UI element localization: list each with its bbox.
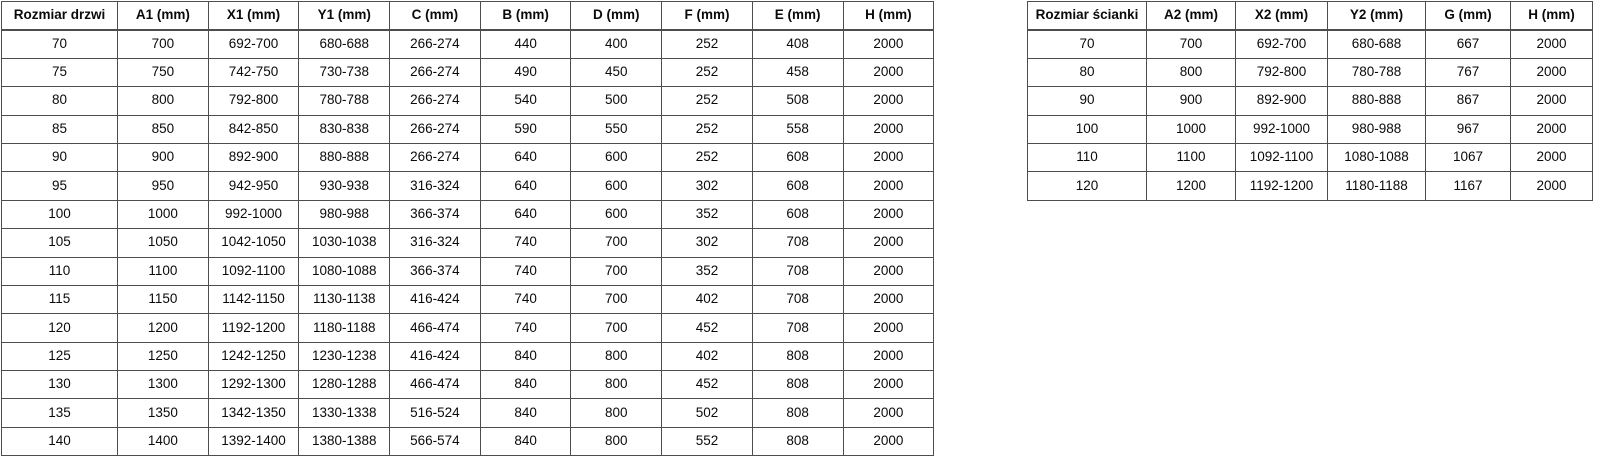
table-row	[2, 115, 934, 143]
table-cell: 792-800	[1236, 58, 1328, 86]
table-cell: 90	[1028, 87, 1147, 115]
table-cell: 1000	[1147, 115, 1236, 143]
table-cell: 1142-1150	[208, 285, 299, 313]
table-cell: 500	[571, 87, 662, 115]
table-cell: 830-838	[299, 115, 390, 143]
column-header: H (mm)	[1511, 2, 1593, 30]
table-cell: 266-274	[390, 115, 481, 143]
table-cell: 700	[571, 257, 662, 285]
table-cell: 900	[1147, 87, 1236, 115]
table-row	[2, 314, 934, 342]
table-cell: 1130-1138	[299, 285, 390, 313]
table-cell: 692-700	[1236, 30, 1328, 58]
table-cell: 140	[2, 427, 118, 455]
door-size-table	[1, 1, 934, 456]
table-cell: 2000	[843, 427, 934, 455]
table-row	[2, 427, 934, 455]
column-header: F (mm)	[662, 2, 753, 30]
column-header: H (mm)	[843, 2, 934, 30]
table-row	[2, 87, 934, 115]
table-cell: 742-750	[208, 58, 299, 86]
table-cell: 402	[662, 342, 753, 370]
table-cell: 992-1000	[208, 200, 299, 228]
table-cell: 302	[662, 172, 753, 200]
column-header: Rozmiar ścianki	[1028, 2, 1147, 30]
table-cell: 708	[752, 314, 843, 342]
table-row	[1028, 143, 1593, 171]
table-cell: 1100	[1147, 143, 1236, 171]
table-cell: 600	[571, 200, 662, 228]
table-cell: 600	[571, 143, 662, 171]
table-cell: 992-1000	[1236, 115, 1328, 143]
table-row	[2, 143, 934, 171]
table-cell: 942-950	[208, 172, 299, 200]
column-header: Rozmiar drzwi	[2, 2, 118, 30]
table-cell: 2000	[1511, 143, 1593, 171]
table-row	[2, 58, 934, 86]
table-cell: 2000	[843, 172, 934, 200]
table-cell: 840	[480, 342, 571, 370]
table-cell: 100	[1028, 115, 1147, 143]
table-cell: 980-988	[299, 200, 390, 228]
table-cell: 980-988	[1328, 115, 1426, 143]
table-cell: 508	[752, 87, 843, 115]
table-cell: 115	[2, 285, 118, 313]
table-cell: 1092-1100	[208, 257, 299, 285]
table-cell: 302	[662, 229, 753, 257]
table-cell: 1200	[1147, 172, 1236, 200]
table-cell: 466-474	[390, 371, 481, 399]
header-row	[2, 2, 934, 30]
table-cell: 1380-1388	[299, 427, 390, 455]
table-cell: 840	[480, 427, 571, 455]
table-cell: 1100	[118, 257, 209, 285]
table-cell: 120	[1028, 172, 1147, 200]
table-cell: 640	[480, 143, 571, 171]
table-cell: 252	[662, 143, 753, 171]
table-cell: 110	[2, 257, 118, 285]
table-cell: 740	[480, 257, 571, 285]
table-cell: 2000	[843, 87, 934, 115]
table-cell: 516-524	[390, 399, 481, 427]
table-cell: 105	[2, 229, 118, 257]
table-cell: 800	[571, 427, 662, 455]
table-cell: 608	[752, 200, 843, 228]
column-header: C (mm)	[390, 2, 481, 30]
table-cell: 850	[118, 115, 209, 143]
table-cell: 416-424	[390, 342, 481, 370]
table-row	[2, 229, 934, 257]
table-row	[1028, 30, 1593, 58]
table-row	[1028, 115, 1593, 143]
table-cell: 1200	[118, 314, 209, 342]
table-cell: 930-938	[299, 172, 390, 200]
table-cell: 2000	[843, 285, 934, 313]
table-cell: 1192-1200	[1236, 172, 1328, 200]
table-cell: 808	[752, 371, 843, 399]
column-header: E (mm)	[752, 2, 843, 30]
table-cell: 780-788	[299, 87, 390, 115]
table-cell: 252	[662, 30, 753, 58]
table-cell: 608	[752, 143, 843, 171]
table-cell: 110	[1028, 143, 1147, 171]
table-row	[1028, 87, 1593, 115]
table-cell: 700	[1147, 30, 1236, 58]
table-cell: 252	[662, 58, 753, 86]
table-cell: 1067	[1426, 143, 1511, 171]
table-cell: 1280-1288	[299, 371, 390, 399]
column-header: X1 (mm)	[208, 2, 299, 30]
table-cell: 552	[662, 427, 753, 455]
header-row	[1028, 2, 1593, 30]
table-cell: 892-900	[208, 143, 299, 171]
table-cell: 70	[1028, 30, 1147, 58]
column-header: A1 (mm)	[118, 2, 209, 30]
table-cell: 2000	[843, 229, 934, 257]
column-header: Y1 (mm)	[299, 2, 390, 30]
table-cell: 880-888	[299, 143, 390, 171]
table-cell: 730-738	[299, 58, 390, 86]
table-cell: 466-474	[390, 314, 481, 342]
wall-size-table-container	[1027, 1, 1593, 201]
table-cell: 740	[480, 314, 571, 342]
table-cell: 2000	[1511, 87, 1593, 115]
table-cell: 1167	[1426, 172, 1511, 200]
table-cell: 1342-1350	[208, 399, 299, 427]
table-cell: 458	[752, 58, 843, 86]
table-cell: 708	[752, 285, 843, 313]
table-cell: 892-900	[1236, 87, 1328, 115]
table-cell: 700	[571, 314, 662, 342]
table-cell: 800	[571, 371, 662, 399]
table-row	[2, 200, 934, 228]
table-cell: 840	[480, 371, 571, 399]
table-cell: 680-688	[1328, 30, 1426, 58]
table-cell: 750	[118, 58, 209, 86]
table-cell: 792-800	[208, 87, 299, 115]
table-row	[2, 172, 934, 200]
table-cell: 808	[752, 427, 843, 455]
table-cell: 75	[2, 58, 118, 86]
table-cell: 900	[118, 143, 209, 171]
table-row	[2, 285, 934, 313]
table-cell: 692-700	[208, 30, 299, 58]
table-cell: 2000	[1511, 172, 1593, 200]
table-cell: 840	[480, 399, 571, 427]
table-cell: 1080-1088	[299, 257, 390, 285]
table-cell: 266-274	[390, 143, 481, 171]
table-cell: 740	[480, 285, 571, 313]
table-cell: 85	[2, 115, 118, 143]
table-cell: 416-424	[390, 285, 481, 313]
table-cell: 1050	[118, 229, 209, 257]
table-cell: 1350	[118, 399, 209, 427]
table-cell: 125	[2, 342, 118, 370]
table-cell: 740	[480, 229, 571, 257]
table-cell: 490	[480, 58, 571, 86]
table-cell: 1400	[118, 427, 209, 455]
table-cell: 640	[480, 200, 571, 228]
table-cell: 316-324	[390, 172, 481, 200]
table-cell: 352	[662, 200, 753, 228]
table-cell: 2000	[843, 257, 934, 285]
table-row	[1028, 172, 1593, 200]
table-cell: 708	[752, 229, 843, 257]
table-row	[2, 399, 934, 427]
table-cell: 967	[1426, 115, 1511, 143]
table-cell: 800	[571, 342, 662, 370]
table-cell: 808	[752, 399, 843, 427]
table-cell: 1000	[118, 200, 209, 228]
table-cell: 1180-1188	[1328, 172, 1426, 200]
column-header: X2 (mm)	[1236, 2, 1328, 30]
table-cell: 90	[2, 143, 118, 171]
wall-size-table-body	[1028, 30, 1593, 200]
table-cell: 452	[662, 371, 753, 399]
table-cell: 1042-1050	[208, 229, 299, 257]
table-cell: 452	[662, 314, 753, 342]
table-cell: 700	[118, 30, 209, 58]
table-cell: 135	[2, 399, 118, 427]
table-cell: 316-324	[390, 229, 481, 257]
column-header: B (mm)	[480, 2, 571, 30]
table-cell: 1080-1088	[1328, 143, 1426, 171]
table-cell: 700	[571, 229, 662, 257]
table-cell: 266-274	[390, 30, 481, 58]
table-cell: 1300	[118, 371, 209, 399]
table-cell: 502	[662, 399, 753, 427]
table-cell: 608	[752, 172, 843, 200]
table-cell: 80	[1028, 58, 1147, 86]
table-cell: 880-888	[1328, 87, 1426, 115]
table-cell: 95	[2, 172, 118, 200]
table-cell: 1150	[118, 285, 209, 313]
wall-size-table	[1027, 1, 1593, 201]
column-header: D (mm)	[571, 2, 662, 30]
door-size-table-header	[2, 2, 934, 30]
table-cell: 130	[2, 371, 118, 399]
table-cell: 2000	[843, 371, 934, 399]
table-row	[2, 371, 934, 399]
table-cell: 708	[752, 257, 843, 285]
table-cell: 767	[1426, 58, 1511, 86]
table-cell: 1242-1250	[208, 342, 299, 370]
table-cell: 2000	[843, 314, 934, 342]
door-size-table-container	[1, 1, 934, 456]
table-cell: 2000	[843, 342, 934, 370]
table-cell: 252	[662, 87, 753, 115]
wall-size-table-header	[1028, 2, 1593, 30]
table-row	[2, 342, 934, 370]
table-row	[1028, 58, 1593, 86]
column-header: A2 (mm)	[1147, 2, 1236, 30]
table-cell: 808	[752, 342, 843, 370]
table-cell: 2000	[843, 58, 934, 86]
table-cell: 352	[662, 257, 753, 285]
table-cell: 2000	[1511, 115, 1593, 143]
table-cell: 1192-1200	[208, 314, 299, 342]
table-cell: 1292-1300	[208, 371, 299, 399]
table-cell: 800	[571, 399, 662, 427]
table-cell: 842-850	[208, 115, 299, 143]
table-cell: 780-788	[1328, 58, 1426, 86]
table-cell: 566-574	[390, 427, 481, 455]
table-cell: 252	[662, 115, 753, 143]
table-cell: 80	[2, 87, 118, 115]
table-cell: 1250	[118, 342, 209, 370]
table-cell: 600	[571, 172, 662, 200]
table-cell: 558	[752, 115, 843, 143]
table-cell: 1180-1188	[299, 314, 390, 342]
table-cell: 70	[2, 30, 118, 58]
table-cell: 2000	[843, 200, 934, 228]
table-cell: 366-374	[390, 200, 481, 228]
table-cell: 550	[571, 115, 662, 143]
table-cell: 100	[2, 200, 118, 228]
column-header: Y2 (mm)	[1328, 2, 1426, 30]
table-cell: 2000	[1511, 58, 1593, 86]
table-cell: 2000	[843, 115, 934, 143]
table-cell: 400	[571, 30, 662, 58]
table-cell: 800	[1147, 58, 1236, 86]
table-cell: 1092-1100	[1236, 143, 1328, 171]
table-cell: 1330-1338	[299, 399, 390, 427]
door-size-table-body	[2, 30, 934, 456]
table-cell: 2000	[843, 30, 934, 58]
table-cell: 540	[480, 87, 571, 115]
table-cell: 402	[662, 285, 753, 313]
table-cell: 450	[571, 58, 662, 86]
table-cell: 266-274	[390, 58, 481, 86]
table-cell: 680-688	[299, 30, 390, 58]
table-row	[2, 30, 934, 58]
table-cell: 800	[118, 87, 209, 115]
table-cell: 2000	[1511, 30, 1593, 58]
table-cell: 640	[480, 172, 571, 200]
table-cell: 2000	[843, 143, 934, 171]
table-cell: 700	[571, 285, 662, 313]
table-cell: 408	[752, 30, 843, 58]
table-cell: 867	[1426, 87, 1511, 115]
column-header: G (mm)	[1426, 2, 1511, 30]
table-cell: 590	[480, 115, 571, 143]
table-cell: 950	[118, 172, 209, 200]
table-cell: 667	[1426, 30, 1511, 58]
table-cell: 1230-1238	[299, 342, 390, 370]
table-cell: 440	[480, 30, 571, 58]
table-cell: 266-274	[390, 87, 481, 115]
table-row	[2, 257, 934, 285]
table-cell: 2000	[843, 399, 934, 427]
table-cell: 1392-1400	[208, 427, 299, 455]
table-cell: 120	[2, 314, 118, 342]
table-cell: 366-374	[390, 257, 481, 285]
table-cell: 1030-1038	[299, 229, 390, 257]
